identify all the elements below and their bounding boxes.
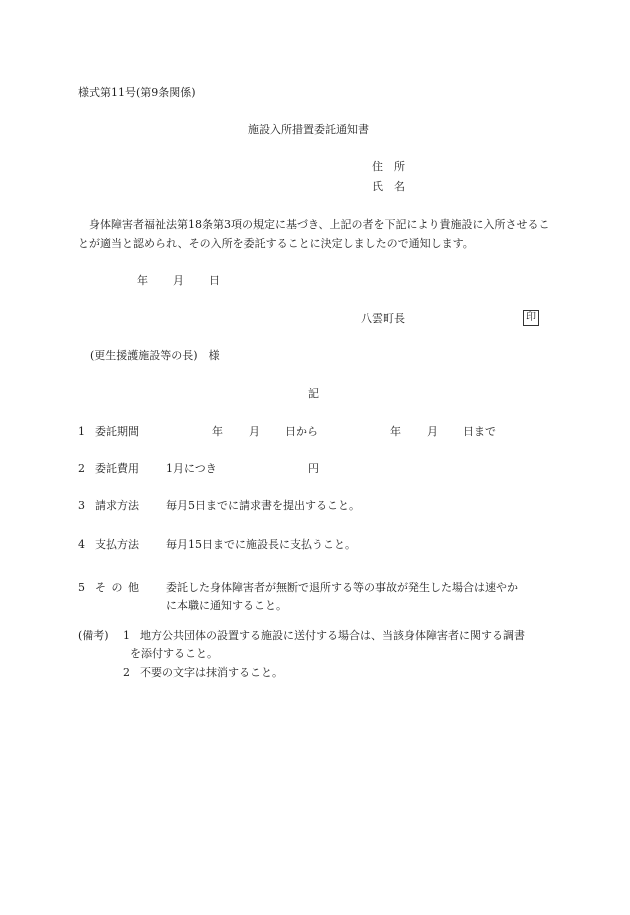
note-text: 不要の文字は抹消すること。 (140, 666, 283, 679)
recipient-address-label: 住 所 (372, 160, 405, 173)
period-from-day: 日から (285, 425, 318, 438)
item-number: 4 (78, 538, 85, 551)
cost-per-month: 1月につき (166, 462, 217, 475)
notes-label: (備考) (78, 629, 109, 642)
seal-mark: 印 (523, 310, 539, 326)
note-text-line: を添付すること。 (130, 647, 218, 660)
date-year: 年 (137, 274, 148, 287)
issuer-name: 八雲町長 (361, 312, 405, 325)
recipient-name-label: 氏 名 (372, 180, 405, 193)
item-value-line: 委託した身体障害者が無断で退所する等の事故が発生した場合は速やか (166, 581, 518, 594)
item-value: 毎月15日までに施設長に支払うこと。 (166, 538, 356, 551)
ki-heading: 記 (308, 387, 319, 400)
item-label: 委託費用 (95, 462, 139, 475)
period-from-year: 年 (212, 425, 223, 438)
date-month: 月 (173, 274, 184, 287)
item-number: 5 (78, 581, 85, 594)
item-value-line: に本職に通知すること。 (166, 599, 287, 612)
addressee: (更生援護施設等の長) 様 (90, 349, 220, 362)
note-number: 1 (123, 629, 130, 642)
item-label: 支払方法 (95, 538, 139, 551)
item-value: 毎月5日までに請求書を提出すること。 (166, 499, 360, 512)
item-label: そ の 他 (95, 581, 140, 594)
item-number: 1 (78, 425, 85, 438)
item-number: 2 (78, 462, 85, 475)
body-text: 身体障害者福祉法第18条第3項の規定に基づき、上記の者を下記により貴施設に入所させることが適当と認められ、その入所を委託することに決定しましたので通知します。 (78, 218, 550, 250)
item-number: 3 (78, 499, 85, 512)
item-label: 委託期間 (95, 425, 139, 438)
period-to-year: 年 (390, 425, 401, 438)
note-text-line: 地方公共団体の設置する施設に送付する場合は、当該身体障害者に関する調書 (140, 629, 525, 642)
period-to-day: 日まで (463, 425, 496, 438)
cost-yen: 円 (308, 462, 319, 475)
date-day: 日 (209, 274, 220, 287)
note-number: 2 (123, 666, 130, 679)
form-number: 様式第11号(第9条関係) (78, 86, 196, 99)
period-to-month: 月 (427, 425, 438, 438)
item-label: 請求方法 (95, 499, 139, 512)
body-paragraph (78, 215, 552, 253)
document-title: 施設入所措置委託通知書 (248, 123, 369, 136)
period-from-month: 月 (249, 425, 260, 438)
